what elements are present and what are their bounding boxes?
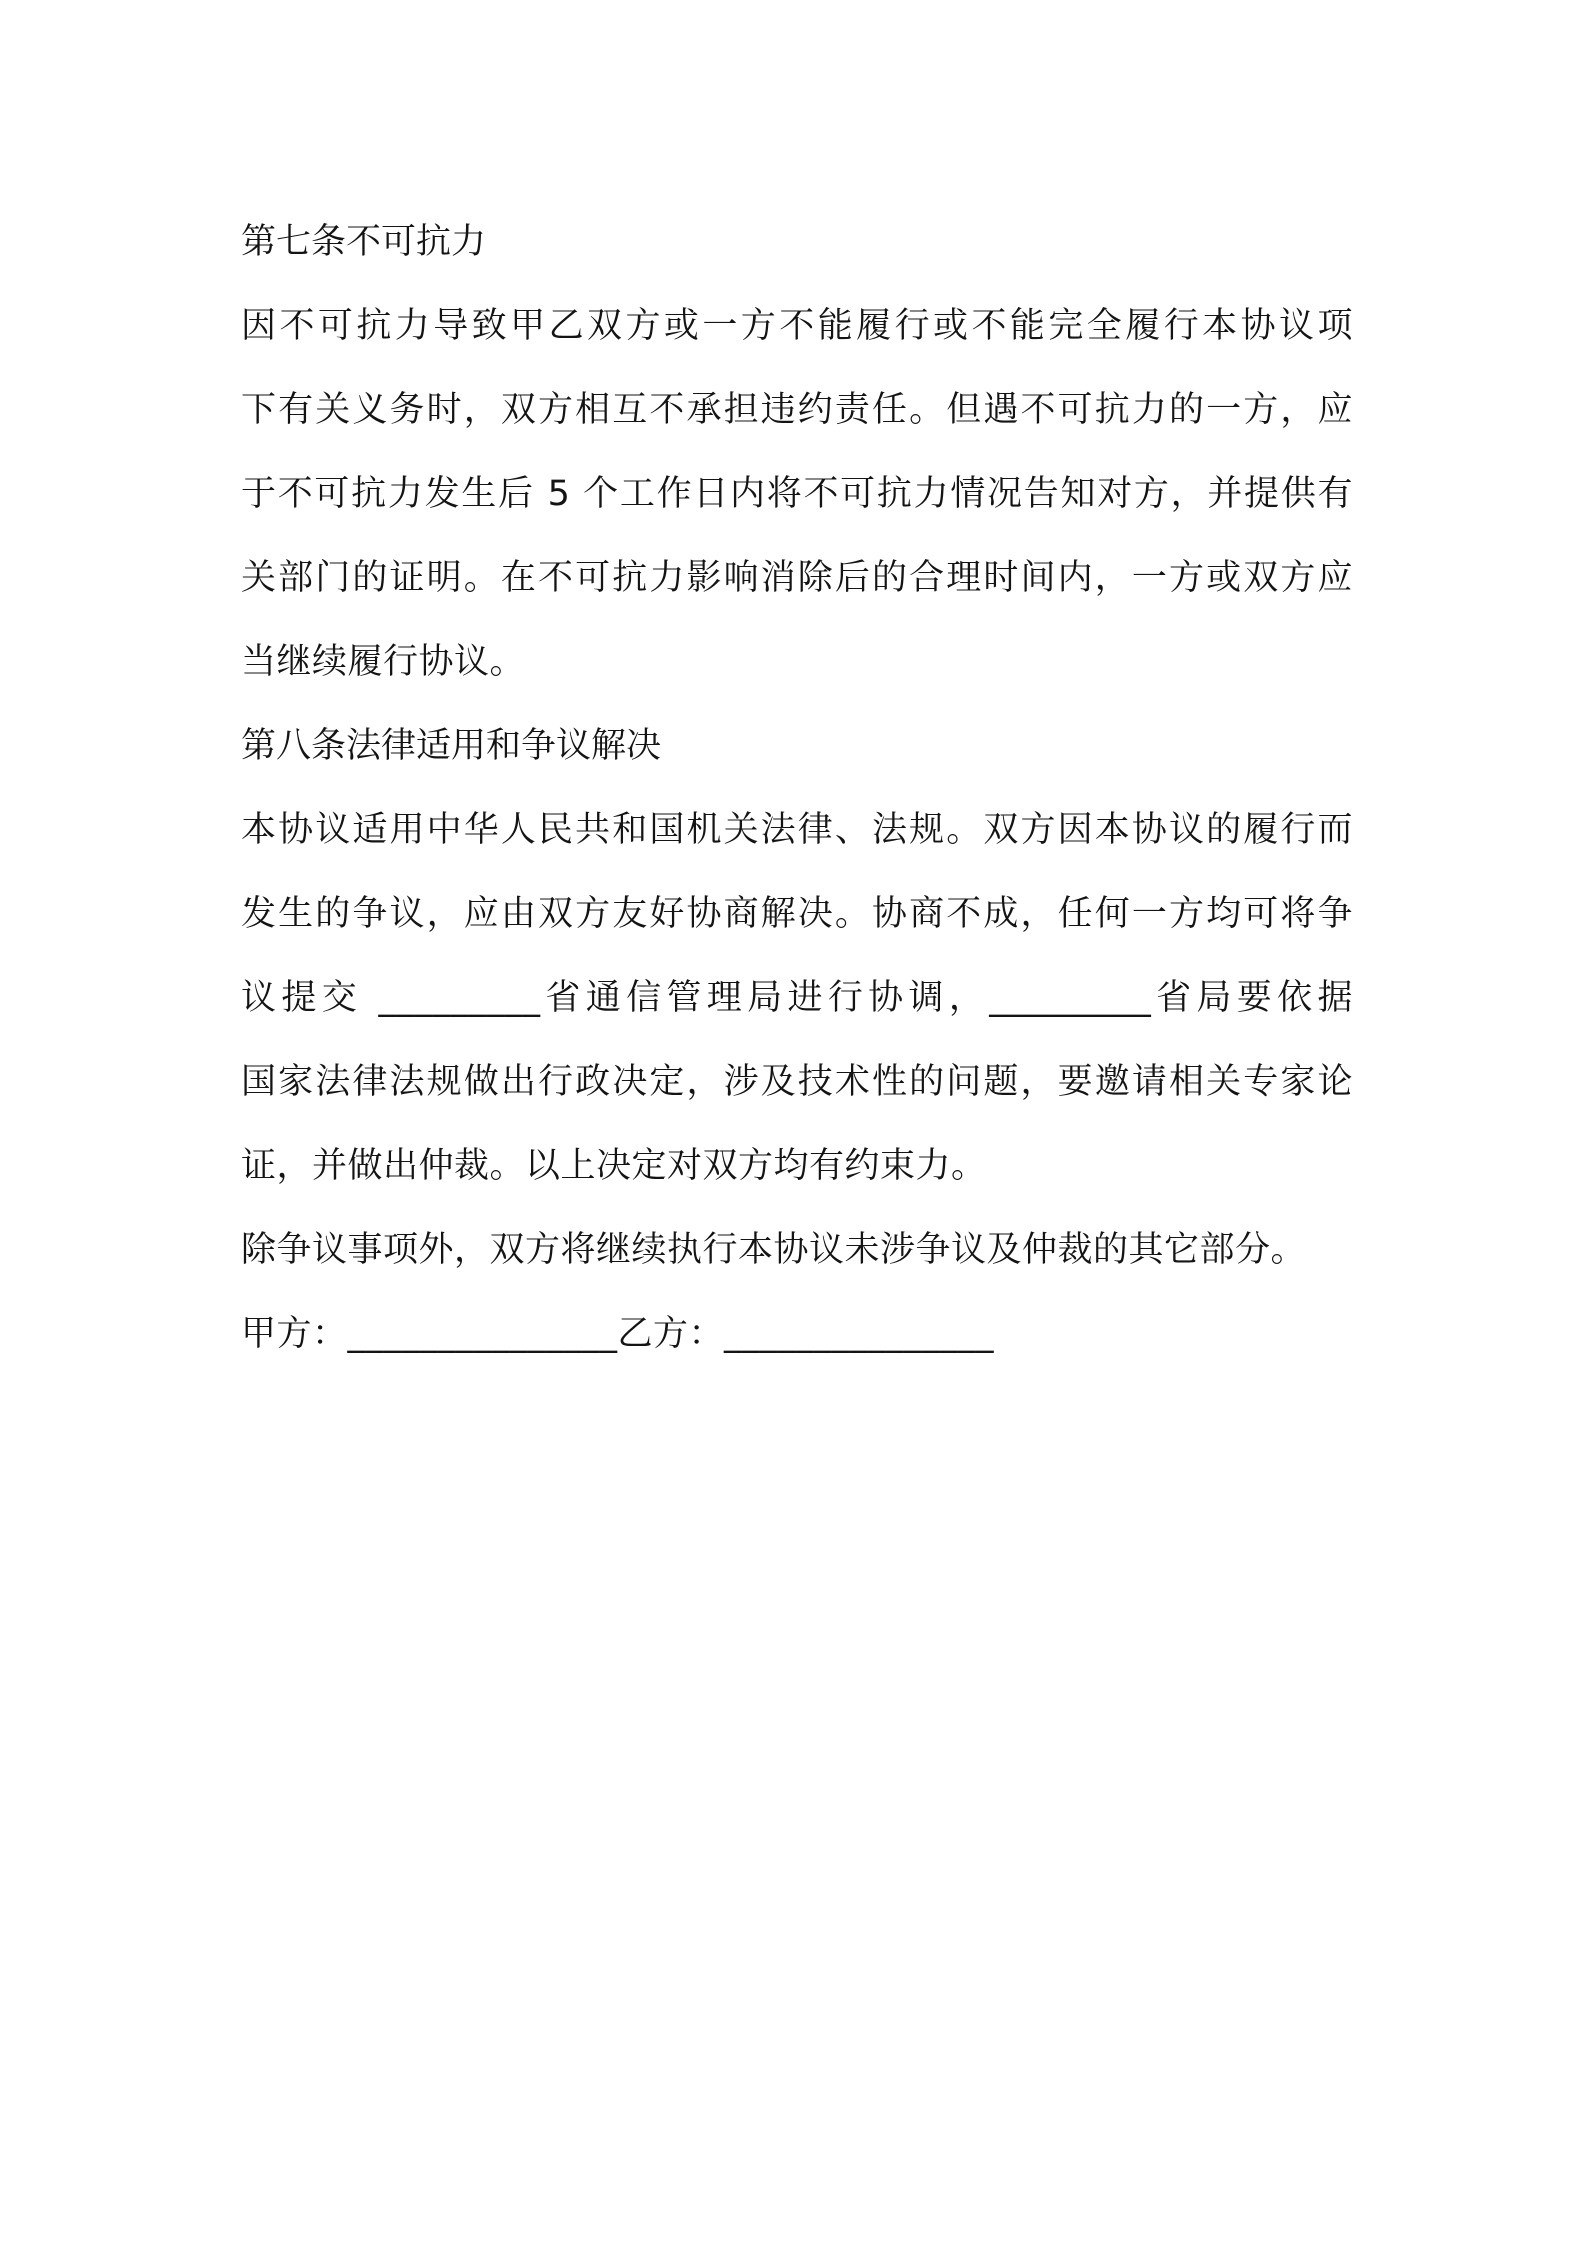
article8-title: 第八条法律适用和争议解决 <box>241 726 662 766</box>
article8-line-4: 国家法律法规做出行政决定，涉及技术性的问题，要邀请相关专家论 <box>241 1062 1353 1102</box>
article8-extra: 除争议事项外，双方将继续执行本协议未涉争议及仲裁的其它部分。 <box>241 1230 1307 1270</box>
article7-line-3: 于不可抗力发生后 5 个工作日内将不可抗力情况告知对方，并提供有 <box>241 474 1353 514</box>
document-page <box>241 200 1353 1376</box>
article8-line-5: 证，并做出仲裁。以上决定对双方均有约束力。 <box>241 1146 987 1186</box>
signature-line: 甲方：_______________乙方：_______________ <box>241 1314 995 1354</box>
article8-line-1: 本协议适用中华人民共和国机关法律、法规。双方因本协议的履行而 <box>241 810 1353 850</box>
article7-line-1: 因不可抗力导致甲乙双方或一方不能履行或不能完全履行本协议项 <box>241 306 1353 346</box>
article8-line-3: 议提交 _________省通信管理局进行协调，_________省局要依据 <box>241 978 1353 1018</box>
article7-line-5: 当继续履行协议。 <box>241 642 526 682</box>
article7-line-2: 下有关义务时，双方相互不承担违约责任。但遇不可抗力的一方，应 <box>241 390 1353 430</box>
article8-line-2: 发生的争议，应由双方友好协商解决。协商不成，任何一方均可将争 <box>241 894 1353 934</box>
article7-line-4: 关部门的证明。在不可抗力影响消除后的合理时间内，一方或双方应 <box>241 558 1353 598</box>
article7-title: 第七条不可抗力 <box>241 222 487 262</box>
